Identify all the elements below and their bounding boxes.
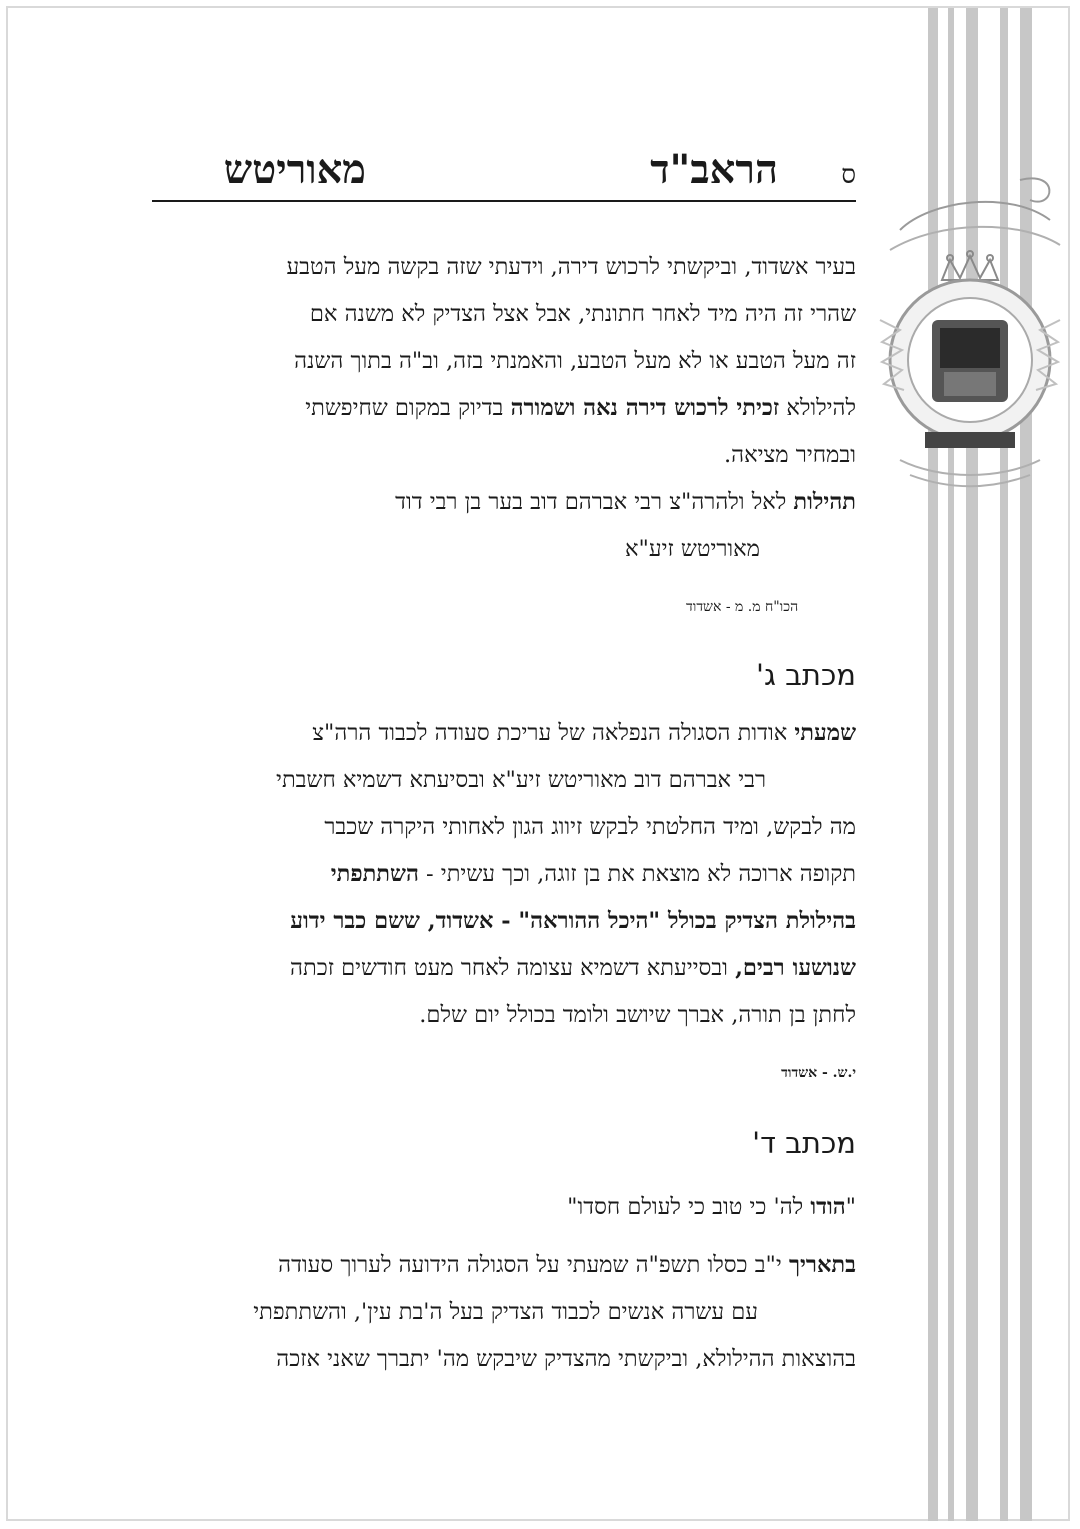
seal-emblem-icon xyxy=(870,170,1070,490)
text-segment: תקופה ארוכה לא מוצאת את בן זוגה, וכך עשיתי - xyxy=(426,861,856,887)
bold-text: השתתפתי xyxy=(330,861,419,887)
signature: י.ש. - אשדוד xyxy=(781,1065,856,1081)
document-page xyxy=(152,130,856,1383)
text-segment: להילולא xyxy=(786,395,856,421)
text-line xyxy=(152,851,856,898)
bold-text: שנושעו רבים, xyxy=(735,955,856,981)
letter-g-body xyxy=(152,710,856,1039)
page-number: ס xyxy=(841,160,856,190)
signature: הכו"ח מ. מ - אשדוד xyxy=(686,599,799,615)
text-line: בהוצאות ההילולא, וביקשתי מהצדיק שיבקש מה' יתברך שאני אזכה xyxy=(276,1346,856,1372)
text-line: שהרי זה היה מיד לאחר חתונתי, אבל אצל הצדיק לא משנה אם xyxy=(309,301,856,327)
text-segment: בדיוק במקום שחיפשתי xyxy=(305,395,504,421)
text-line xyxy=(152,385,856,432)
text-line: לחתן בן תורה, אברך שיושב ולומד בכולל יום שלם. xyxy=(419,1002,856,1028)
text-line: מה לבקש, ומיד החלטתי לבקש זיווג הגון לאחותי היקרה שכבר xyxy=(324,814,856,840)
letter-d-body xyxy=(152,1180,856,1383)
text-line xyxy=(152,1180,856,1234)
section-title: מכתב ג' xyxy=(756,658,856,692)
bold-text: בתאריך xyxy=(788,1252,856,1278)
text-line: ובמחיר מציאה. xyxy=(724,442,856,468)
text-segment: י"ב כסלו תשפ"ה שמעתי על הסגולה הידועה לערוך סעודה xyxy=(278,1252,782,1278)
bold-text: תהילות xyxy=(793,489,856,515)
text-segment: אודות הסגולה הנפלאה של עריכת סעודה לכבוד הרה"צ xyxy=(312,720,788,746)
text-line xyxy=(152,479,856,526)
text-line: בהילולת הצדיק בכולל "היכל ההוראה" - אשדוד, ששם כבר ידוע xyxy=(290,908,856,934)
letter-b-body xyxy=(152,244,856,573)
text-segment: לה' כי טוב כי לעולם חסדו" xyxy=(567,1194,804,1220)
bold-text: שמעתי xyxy=(794,720,856,746)
quote-mark: " xyxy=(845,1194,856,1220)
text-line: רבי אברהם דוב מאוריטש זיע"א ובסיעתא דשמיא חשבתי xyxy=(276,767,766,793)
section-title: מכתב ד' xyxy=(752,1126,856,1160)
header-title-main: הראב"ד xyxy=(650,146,778,193)
text-line: בעיר אשדוד, וביקשתי לרכוש דירה, וידעתי שזה בקשה מעל הטבע xyxy=(286,254,856,280)
text-line xyxy=(152,945,856,992)
bold-text: הודו xyxy=(810,1194,846,1220)
text-line: זה מעל הטבע או לא מעל הטבע, והאמנתי בזה, וב"ה בתוך השנה xyxy=(294,348,856,374)
text-line: מאוריטש זיע"א xyxy=(625,536,760,562)
page-header xyxy=(152,130,856,202)
bold-text: זכיתי לרכוש דירה נאה ושמורה xyxy=(510,395,780,421)
text-segment: ובסייעתא דשמיא עצומה לאחר מעט חודשים זכתה xyxy=(290,955,728,981)
text-line: עם עשרה אנשים לכבוד הצדיק בעל ה'בת עין', והשתתפתי xyxy=(253,1299,758,1325)
text-line xyxy=(152,710,856,757)
header-title-secondary: מאוריטש xyxy=(223,146,366,193)
text-segment: לאל ולהרה"צ רבי אברהם דוב בער בן רבי דוד xyxy=(395,489,787,515)
text-line xyxy=(152,1242,856,1289)
